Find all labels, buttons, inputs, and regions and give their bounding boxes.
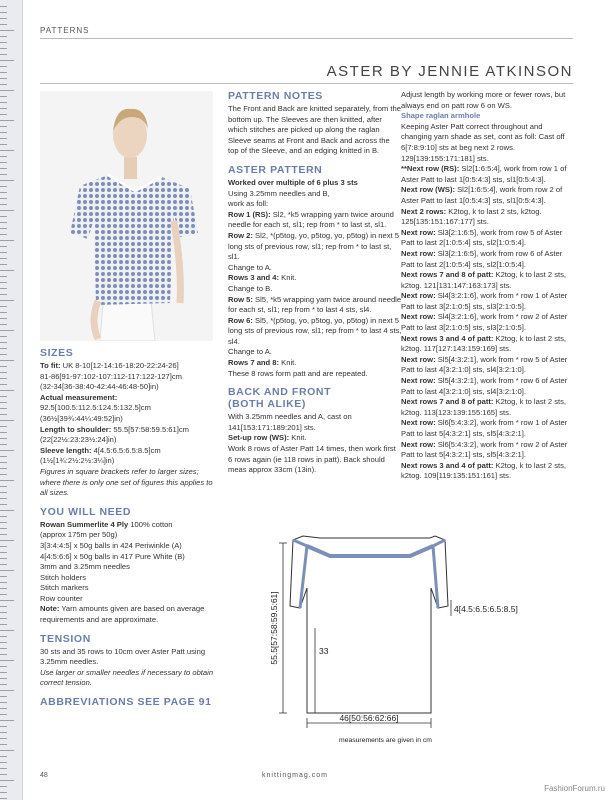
header-divider (40, 38, 573, 39)
ruler-tick (0, 654, 7, 655)
instr-5-text: Sl3[2:1:6:5], work from row 6 of Aster Patt to last 2[1:0:5:4] sts, sl2[1:0:5:4]. (401, 248, 563, 269)
yarn-line (40, 520, 215, 531)
ruler-tick (0, 438, 7, 439)
page-title: ASTER BY JENNIE ATKINSON (326, 63, 573, 80)
ruler-tick (0, 384, 7, 385)
ruler-tick (0, 408, 7, 409)
rows-7-8-label: Rows 7 and 8: (228, 358, 280, 368)
ruler-tick (0, 204, 7, 205)
site-url: knittingmag.com (262, 772, 328, 779)
ruler-tick (0, 264, 7, 265)
ruler-tick (0, 210, 14, 211)
ruler-tick (0, 720, 14, 721)
ruler-tick (0, 768, 7, 769)
instr-2-text: Sl2[1:6:5:4], work from row 2 of Aster Patt to last 1[0:5:4:3] sts, sl1[0:5:4:3]. (401, 185, 563, 205)
instr-5 (401, 249, 573, 270)
ruler-tick (0, 594, 7, 595)
instr-4 (401, 228, 573, 249)
ruler-tick (0, 558, 7, 559)
instr-11 (401, 376, 573, 397)
counter-item: Row counter (40, 593, 83, 603)
ruler-tick (0, 168, 7, 169)
sizes-note: Figures in square brackets refer to larger sizes; where there is only one set of figures this applies to all sizes. (40, 466, 213, 498)
ruler-tick (0, 282, 7, 283)
instr-9 (401, 334, 573, 355)
ruler-tick (0, 456, 7, 457)
ruler-tick (0, 540, 14, 541)
repeat-note: These 8 rows form patt and are repeated. (228, 368, 368, 378)
ruler-strip (0, 0, 23, 800)
aster-multiple: Worked over multiple of 6 plus 3 sts (228, 177, 358, 187)
ruler-tick (0, 468, 7, 469)
ruler-tick (0, 582, 7, 583)
ruler-tick (0, 744, 7, 745)
page-number: 48 (40, 772, 48, 779)
row-6-text: Sl5, *(p5tog, yo, p5tog, yo, p5tog) in next 5 long sts of previous row, sl1; rep from * to last 4 sts, sl4. (228, 315, 402, 346)
ruler-tick (0, 342, 7, 343)
row-5 (228, 295, 402, 316)
instr-3-label: Next 2 rows: (401, 206, 447, 216)
ruler-tick (0, 300, 14, 301)
instr-6-text: K2tog, k to last 2 sts, k2tog. 121[131:147:163:173] sts. (401, 270, 567, 290)
sleeve-in: (1½[1¾:2½:2½:3¼]in) (40, 456, 115, 466)
ruler-tick (0, 600, 14, 601)
instr-12-label: Next rows 7 and 8 of patt: (401, 397, 494, 407)
ruler-tick (0, 30, 14, 31)
instr-15-text: K2tog, k to last 2 sts, k2tog. 109[119:135:151:161] sts. (401, 460, 567, 481)
title-divider (40, 83, 573, 84)
aster-pattern-heading: ASTER PATTERN (228, 163, 323, 176)
actual-cm: 92.5[100.5:112.5:124.5:132.5]cm (40, 403, 151, 413)
back-front-heading-1: BACK AND FRONT (228, 386, 332, 399)
cast-on: With 3.25mm needles and A, cast on 141[153:171:189:201] sts. (228, 412, 352, 432)
ruler-tick (0, 564, 7, 565)
ruler-tick (0, 198, 7, 199)
pattern-notes-text: The Front and Back are knitted separately, from the bottom up. The Sleeves are then knitted, after which stitches are picked up along the raglan Sleeve seams at Front and Back and across the top of the Sleeve, and an edging knitted in B. (228, 104, 401, 156)
instr-15 (401, 461, 573, 482)
instr-9-text: K2tog, k to last 2 sts, k2tog. 117[127:143:159:169] sts. (401, 333, 567, 354)
instr-1-label: **Next row (RS): (401, 164, 460, 174)
ruler-tick (0, 66, 7, 67)
instr-14-text: Sl6[5:4:3:2], work from * row 2 of Aster Patt to last 5[4:3:2:1] sts, sl5[4:3:2:1]. (401, 439, 568, 460)
ruler-tick (0, 678, 7, 679)
ruler-tick (0, 174, 7, 175)
change-to-a: Change to A. (228, 262, 272, 272)
instr-3-text: K2tog, k to last 2 sts, k2tog. 125[135:151:167:177] sts. (401, 206, 542, 227)
garment-outline (290, 536, 448, 713)
instr-4-text: Sl3[2:1:6:5], work from row 5 of Aster Patt to last 2[1:0:5:4] sts, sl2[1:0:5:4]. (401, 227, 563, 248)
ruler-tick (0, 702, 7, 703)
ruler-tick (0, 774, 7, 775)
ruler-tick (0, 144, 7, 145)
ruler-tick (0, 690, 14, 691)
adjust-length: Adjust length by working more or fewer rows, but always end on patt row 6 on WS. (401, 90, 566, 110)
pattern-column (228, 90, 402, 476)
ruler-tick (0, 132, 7, 133)
instr-3 (401, 207, 573, 228)
instr-1 (401, 164, 573, 185)
tension-heading: TENSION (40, 632, 91, 645)
ruler-tick (0, 12, 7, 13)
ruler-tick (0, 534, 7, 535)
instr-12 (401, 397, 573, 418)
ruler-tick (0, 24, 7, 25)
ruler-tick (0, 474, 7, 475)
yarn-label: Rowan Summerlite 4 Ply (40, 519, 129, 529)
yarn-b: 4[4:5:6:6] x 50g balls in 417 Pure White (B) (40, 551, 185, 561)
ruler-tick (0, 630, 14, 631)
ruler-tick (0, 546, 7, 547)
ruler-tick (0, 96, 7, 97)
ruler-tick (0, 684, 7, 685)
actual-label: Actual measurement: (40, 392, 118, 402)
setup-label: Set-up row (WS): (228, 433, 290, 443)
ruler-tick (0, 648, 7, 649)
ruler-tick (0, 354, 7, 355)
ruler-tick (0, 162, 7, 163)
rows-3-4-text: Knit. (279, 273, 297, 283)
instr-7-text: Sl4[3:2:1:6], work from * row 1 of Aster Patt to last 3[2:1:0:5] sts, sl3[2:1:0:5]. (401, 291, 568, 311)
sleeve-value: 4[4.5:6.5:6.5:8.5]cm (91, 445, 161, 455)
shoulder-label: Length to shoulder: (40, 424, 112, 434)
ruler-tick (0, 714, 7, 715)
raglan-text: Keeping Aster Patt correct throughout and changing yarn shade as set, cont as foll: Cast off 6[7:8:9:10] sts at beg next 2 rows. 129[139:155:171:181] sts. (401, 121, 565, 163)
model-photo (40, 91, 213, 341)
ruler-tick (0, 150, 14, 151)
rows-3-4 (228, 273, 402, 284)
instr-1-text: Sl2[1:6:5:4], work from row 1 of Aster Patt to last 1[0:5:4:3] sts, sl1[0:5:4:3]. (401, 164, 567, 184)
ruler-tick (0, 696, 7, 697)
ruler-tick (0, 72, 7, 73)
ruler-tick (0, 726, 7, 727)
instr-5-label: Next row: (401, 248, 436, 258)
row-1 (228, 210, 402, 231)
yarn-fibre: 100% cotton (128, 519, 173, 529)
shoulder-line (40, 425, 215, 436)
shoulder-value: 55.5[57:58:59.5:61]cm (111, 424, 189, 434)
rows-7-8 (228, 358, 402, 369)
setup-text: Knit. (289, 433, 307, 443)
ruler-tick (0, 48, 7, 49)
info-column (40, 347, 215, 710)
instr-12-text: K2tog, k to last 2 sts, k2tog. 113[123:139:155:165] sts. (401, 397, 567, 417)
ruler-tick (0, 420, 14, 421)
ruler-tick (0, 294, 7, 295)
ruler-tick (0, 642, 7, 643)
sleeve-label: 4[4.5:6.5:6.5:8.5] (454, 604, 518, 614)
watermark: FashionForum.ru (544, 784, 605, 793)
ruler-tick (0, 636, 7, 637)
yarn-length: (approx 175m per 50g) (40, 530, 118, 540)
instr-11-label: Next row: (401, 376, 436, 386)
tension-text: 30 sts and 35 rows to 10cm over Aster Patt using 3.25mm needles. (40, 646, 206, 667)
diagram-caption: measurements are given in cm (339, 737, 432, 744)
needles-item: 3mm and 3.25mm needles (40, 562, 130, 572)
instr-13-text: Sl6[5:4:3:2], work from * row 1 of Aster Patt to last 5[4:3:2:1] sts, sl5[4:3:2:1]. (401, 418, 568, 438)
sleeve-label: Sleeve length: (40, 445, 92, 455)
ruler-tick (0, 330, 14, 331)
ruler-tick (0, 738, 7, 739)
instr-2-label: Next row (WS): (401, 185, 455, 195)
ruler-tick (0, 84, 7, 85)
ruler-tick (0, 786, 7, 787)
ruler-tick (0, 156, 7, 157)
ruler-tick (0, 498, 7, 499)
ruler-tick (0, 60, 14, 61)
ruler-tick (0, 180, 14, 181)
ruler-tick (0, 480, 14, 481)
width-label: 46[50:56:62:66] (339, 713, 399, 723)
note-label: Note: (40, 604, 60, 614)
ruler-tick (0, 444, 7, 445)
row-1-label: Row 1 (RS): (228, 209, 271, 219)
ruler-tick (0, 402, 7, 403)
ruler-tick (0, 120, 14, 121)
ruler-tick (0, 624, 7, 625)
ruler-tick (0, 36, 7, 37)
instr-14 (401, 440, 573, 461)
ruler-tick (0, 186, 7, 187)
ruler-tick (0, 552, 7, 553)
to-fit-line (40, 361, 215, 372)
back-front-heading-2: (BOTH ALIKE) (228, 398, 306, 411)
to-fit-in: (32-34[36-38:40-42:44-46:48-50]in) (40, 382, 159, 392)
ruler-tick (0, 54, 7, 55)
ruler-tick (0, 372, 7, 373)
instr-8 (401, 312, 573, 333)
actual-in: (36½[39¾:44¼:49:52]in) (40, 413, 123, 423)
row-2-label: Row 2: (228, 230, 253, 240)
ruler-tick (0, 522, 7, 523)
row-2-text: Sl2, *(p5tog, yo, p5tog, yo, p5tog) in next 5 long sts of previous row, sl1; rep from * to last st, sl1. (228, 230, 399, 262)
raglan-heading: Shape raglan armhole (401, 111, 481, 121)
ruler-tick (0, 216, 7, 217)
ruler-tick (0, 270, 14, 271)
abbreviations-heading: ABBREVIATIONS SEE PAGE 91 (40, 696, 212, 709)
ruler-tick (0, 234, 7, 235)
ruler-tick (0, 672, 7, 673)
to-fit-cm: 81-86[91-97:102-107:112-117:122-127]cm (40, 371, 182, 381)
back-work: Work 8 rows of Aster Patt 14 times, then work first 6 rows again (ie 118 rows in patt). Back should meas approx 33cm (13in). (228, 444, 396, 475)
ruler-tick (0, 360, 14, 361)
setup-row (228, 433, 402, 444)
instr-6-label: Next rows 7 and 8 of patt: (401, 270, 494, 280)
ruler-tick (0, 666, 7, 667)
height-label: 55.5[57:58:59.5:61] (269, 591, 279, 665)
instr-11-text: Sl5[4:3:2:1], work from * row 6 of Aster Patt to last 4[3:2:1:0] sts, sl4[3:2:1:0]. (401, 376, 568, 396)
to-fit-value: UK 8-10[12-14:16-18:20-22:24-26] (60, 361, 179, 370)
ruler-tick (0, 276, 7, 277)
instr-7-label: Next row: (401, 291, 436, 301)
aster-intro-1: Using 3.25mm needles and B, (228, 188, 330, 198)
instr-13 (401, 418, 573, 439)
instr-10 (401, 355, 573, 376)
ruler-tick (0, 324, 7, 325)
raglan-column (401, 90, 573, 482)
instr-13-label: Next row: (401, 418, 436, 428)
note-text: Yarn amounts given are based on average requirements and are approximate. (40, 604, 205, 625)
ruler-tick (0, 798, 7, 799)
ruler-tick (0, 426, 7, 427)
row-2 (228, 231, 402, 263)
ruler-tick (0, 432, 7, 433)
ruler-tick (0, 756, 7, 757)
instr-8-label: Next row: (401, 312, 436, 322)
ruler-tick (0, 102, 7, 103)
ruler-tick (0, 348, 7, 349)
sizes-heading: SIZES (40, 347, 74, 359)
ruler-tick (0, 618, 7, 619)
yarn-a: 3[3:4:4:5] x 50g balls in 424 Periwinkle (A) (40, 540, 182, 550)
ruler-tick (0, 462, 7, 463)
instr-7 (401, 291, 573, 312)
ruler-tick (0, 78, 7, 79)
ruler-tick (0, 192, 7, 193)
ruler-tick (0, 708, 7, 709)
ruler-tick (0, 114, 7, 115)
shoulder-in: (22[22½:23:23½:24]in) (40, 435, 117, 445)
ruler-tick (0, 750, 14, 751)
ruler-tick (0, 792, 7, 793)
need-heading: YOU WILL NEED (40, 505, 132, 518)
ruler-tick (0, 366, 7, 367)
ruler-tick (0, 660, 14, 661)
row-6 (228, 316, 402, 348)
instr-8-text: Sl4[3:2:1:6], work from * row 2 of Aster Patt to last 3[2:1:0:5] sts, sl3[2:1:0:5]. (401, 312, 568, 333)
ruler-tick (0, 240, 14, 241)
ruler-tick (0, 90, 14, 91)
back-front-heading (228, 386, 402, 410)
ruler-tick (0, 306, 7, 307)
ruler-tick (0, 228, 7, 229)
row-1-text: Sl2, *k5 wrapping yarn twice around needle for each st, sl1; rep from * to last st, sl1. (228, 209, 394, 230)
rows-7-8-text: Knit. (279, 358, 297, 368)
row-5-text: Sl5, *k5 wrapping yarn twice around needle for each st, sl1; rep from * to last 4 sts, sl4. (228, 294, 402, 315)
instr-4-label: Next row: (401, 227, 436, 237)
yarn-note (40, 604, 215, 625)
instr-14-label: Next row: (401, 439, 436, 449)
pattern-notes-heading: PATTERN NOTES (228, 90, 323, 102)
ruler-tick (0, 312, 7, 313)
ruler-tick (0, 576, 7, 577)
instr-10-text: Sl5[4:3:2:1], work from * row 5 of Aster Patt to last 4[3:2:1:0] sts, sl4[3:2:1:0]. (401, 354, 568, 375)
ruler-tick (0, 138, 7, 139)
tension-note: Use larger or smaller needles if necessary to obtain correct tension. (40, 667, 214, 688)
instr-15-label: Next rows 3 and 4 of patt: (401, 460, 494, 470)
ruler-tick (0, 570, 14, 571)
ruler-tick (0, 504, 7, 505)
ruler-tick (0, 6, 7, 7)
ruler-tick (0, 126, 7, 127)
row-6-label: Row 6: (228, 315, 253, 325)
ruler-tick (0, 732, 7, 733)
instr-2 (401, 185, 573, 206)
garment-schematic (255, 528, 575, 758)
section-label: PATTERNS (40, 26, 90, 35)
ruler-tick (0, 516, 7, 517)
change-to-a-2: Change to A. (228, 347, 272, 357)
ruler-tick (0, 378, 7, 379)
ruler-tick (0, 414, 7, 415)
rows-3-4-label: Rows 3 and 4: (228, 273, 280, 283)
markers-item: Stitch markers (40, 583, 89, 593)
body-length-label: 33 (319, 646, 329, 656)
ruler-tick (0, 318, 7, 319)
ruler-tick (0, 612, 7, 613)
ruler-tick (0, 510, 14, 511)
instr-10-label: Next row: (401, 354, 436, 364)
ruler-tick (0, 42, 7, 43)
ruler-tick (0, 780, 14, 781)
row-5-label: Row 5: (228, 294, 253, 304)
ruler-tick (0, 336, 7, 337)
sleeve-line (40, 446, 215, 457)
ruler-tick (0, 486, 7, 487)
ruler-tick (0, 288, 7, 289)
ruler-tick (0, 762, 7, 763)
ruler-tick (0, 108, 7, 109)
instr-9-label: Next rows 3 and 4 of patt: (401, 333, 494, 343)
ruler-tick (0, 18, 7, 19)
ruler-tick (0, 396, 7, 397)
ruler-tick (0, 450, 14, 451)
change-to-b: Change to B. (228, 283, 273, 293)
ruler-tick (0, 606, 7, 607)
ruler-tick (0, 528, 7, 529)
ruler-tick (0, 246, 7, 247)
aster-intro-2: work as foll: (228, 199, 269, 209)
holders-item: Stitch holders (40, 572, 87, 582)
ruler-tick (0, 258, 7, 259)
ruler-tick (0, 588, 7, 589)
ruler-tick (0, 492, 7, 493)
instr-6 (401, 270, 573, 291)
ruler-tick (0, 222, 7, 223)
to-fit-label: To fit: (40, 361, 61, 370)
ruler-tick (0, 390, 14, 391)
ruler-tick (0, 252, 7, 253)
